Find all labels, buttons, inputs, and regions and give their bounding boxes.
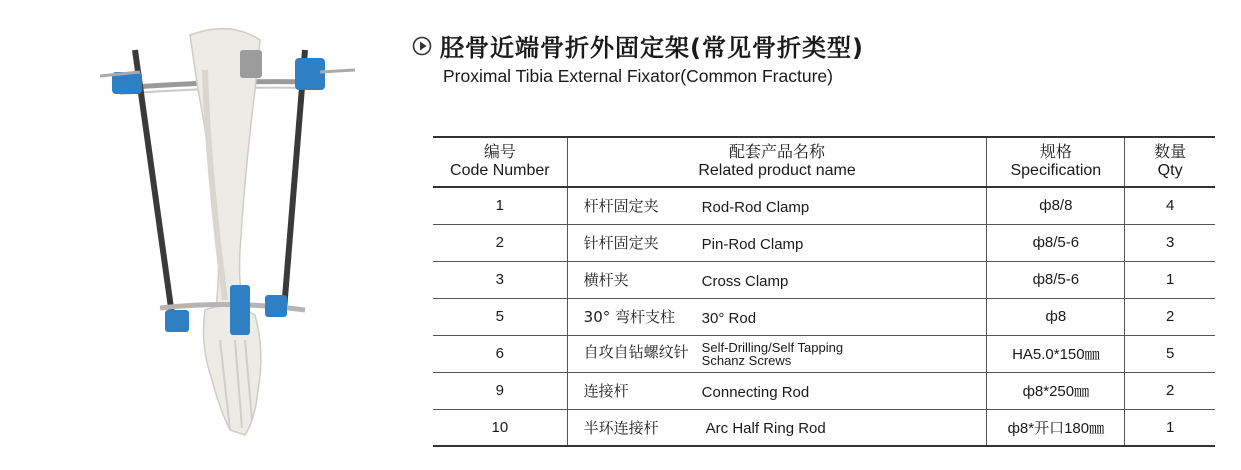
row-name: 连接杆 Connecting Rod [567, 372, 987, 409]
row-qty: 2 [1125, 298, 1215, 335]
product-table [433, 136, 1215, 447]
row-name: 半环连接杆 Arc Half Ring Rod [567, 409, 987, 446]
clamp-bottom-center [230, 285, 250, 335]
row-spec: ф8/8 [987, 187, 1125, 224]
clamp-top-right [295, 58, 325, 90]
header-spec: 规格 Specification [987, 137, 1125, 187]
table-row [433, 335, 1215, 372]
row-qty: 1 [1125, 261, 1215, 298]
row-name: 杆杆固定夹 Rod-Rod Clamp [567, 187, 987, 224]
row-spec: ф8 [987, 298, 1125, 335]
clamp-bottom-left [165, 310, 189, 332]
row-qty: 4 [1125, 187, 1215, 224]
row-spec: ф8*开口180㎜ [987, 409, 1125, 446]
row-code: 1 [433, 187, 567, 224]
table-row [433, 261, 1215, 298]
row-code: 5 [433, 298, 567, 335]
clamp-bottom-right [265, 295, 287, 317]
row-name: 横杆夹 Cross Clamp [567, 261, 987, 298]
clamp-top-center [240, 50, 262, 78]
fixator-product-image [80, 10, 380, 460]
page-title: 胫骨近端骨折外固定架(常见骨折类型) [440, 34, 864, 62]
row-name: 自攻自钻螺纹针 Self-Drilling/Self Tapping Schanz Screws [567, 335, 987, 372]
table-row [433, 224, 1215, 261]
header-name: 配套产品名称 Related product name [567, 137, 987, 187]
row-name: 30° 弯杆支柱 30° Rod [567, 298, 987, 335]
page-subtitle: Proximal Tibia External Fixator(Common Fracture) [443, 66, 833, 86]
table-row [433, 409, 1215, 446]
row-qty: 5 [1125, 335, 1215, 372]
row-code: 3 [433, 261, 567, 298]
row-qty: 2 [1125, 372, 1215, 409]
row-spec: ф8/5-6 [987, 224, 1125, 261]
header-code: 编号 Code Number [433, 137, 567, 187]
row-code: 6 [433, 335, 567, 372]
table-row [433, 372, 1215, 409]
row-code: 9 [433, 372, 567, 409]
row-name: 针杆固定夹 Pin-Rod Clamp [567, 224, 987, 261]
row-code: 10 [433, 409, 567, 446]
table-row [433, 298, 1215, 335]
row-spec: HA5.0*150㎜ [987, 335, 1125, 372]
row-qty: 3 [1125, 224, 1215, 261]
title-row [412, 28, 864, 63]
row-qty: 1 [1125, 409, 1215, 446]
row-spec: ф8/5-6 [987, 261, 1125, 298]
header-qty: 数量 Qty [1125, 137, 1215, 187]
table-header-row [433, 137, 1215, 187]
row-code: 2 [433, 224, 567, 261]
table-row [433, 187, 1215, 224]
row-spec: ф8*250㎜ [987, 372, 1125, 409]
play-circle-icon [412, 36, 432, 56]
